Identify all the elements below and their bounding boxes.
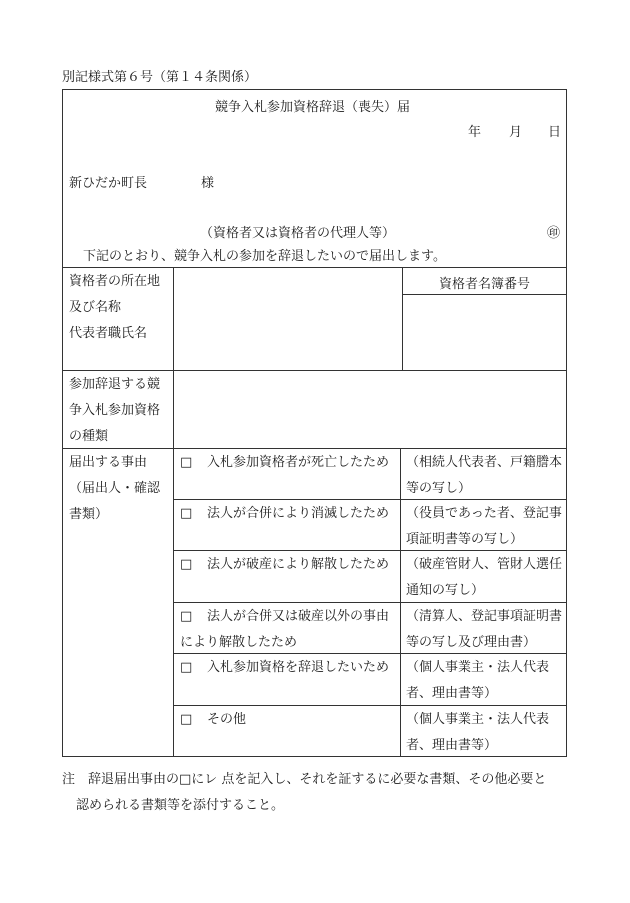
footnote-line: 注 辞退届出事由の□にレ 点を記入し、それを証するに必要な書類、その他必要と xyxy=(62,772,547,787)
doc-line: （役員であった者、登記事 xyxy=(406,506,562,521)
reason-documents xyxy=(406,604,562,656)
divider xyxy=(62,267,567,268)
doc-line: 者、理由書等） xyxy=(406,738,498,753)
reason-line: 入札参加資格者が死亡したため xyxy=(207,455,390,470)
reason-text xyxy=(207,707,246,733)
label-line: 争入札参加資格 xyxy=(69,403,161,418)
addressee-honorific: 様 xyxy=(201,176,215,191)
divider xyxy=(62,370,567,371)
reason-text xyxy=(207,552,389,578)
qualification-type-field[interactable] xyxy=(175,373,565,446)
doc-line: （個人事業主・法人代表 xyxy=(406,660,550,675)
reason-text xyxy=(207,501,389,527)
divider xyxy=(400,448,401,757)
registry-number-header: 資格者名簿番号 xyxy=(439,277,531,292)
divider xyxy=(173,267,174,757)
reason-checkbox[interactable]: □ xyxy=(180,660,193,675)
form-title: 競争入札参加資格辞退（喪失）届 xyxy=(215,100,411,115)
date-day-label: 日 xyxy=(548,125,562,140)
doc-line: （清算人、登記事項証明書 xyxy=(406,609,563,624)
label-line: 資格者の所在地 xyxy=(69,274,161,289)
reason-checkbox[interactable]: □ xyxy=(180,455,193,470)
reason-checkbox[interactable]: □ xyxy=(180,506,193,521)
label-line: 参加辞退する競 xyxy=(69,377,161,392)
seal-mark: ㊞ xyxy=(547,226,561,241)
reason-checkbox[interactable]: □ xyxy=(180,609,193,624)
reasons-row-label xyxy=(69,450,160,528)
reason-line: により解散したため xyxy=(180,635,298,650)
label-line: （届出人・確認 xyxy=(69,481,161,496)
qualification-row-label xyxy=(69,372,160,450)
doc-line: 等の写し及び理由書） xyxy=(406,635,537,650)
doc-line: 項証明書等の写し） xyxy=(406,532,524,547)
label-line: 書類） xyxy=(69,507,109,522)
statement: 下記のとおり、競争入札の参加を辞退したいので届出します。 xyxy=(83,249,446,264)
reason-documents xyxy=(406,707,549,759)
reason-documents xyxy=(406,655,549,707)
divider xyxy=(402,267,403,370)
doc-line: 通知の写し） xyxy=(406,583,485,598)
form-label: 別記様式第６号（第１４条関係） xyxy=(62,70,258,85)
footnote-line: 認められる書類等を添付すること。 xyxy=(76,798,285,813)
applicant-row-label xyxy=(69,269,160,347)
reason-documents xyxy=(406,450,562,502)
doc-line: （相続人代表者、戸籍謄本 xyxy=(406,455,563,470)
addressee: 新ひだか町長 xyxy=(69,176,148,191)
registry-number-field[interactable] xyxy=(404,296,565,368)
reason-line: その他 xyxy=(207,712,247,727)
reason-line: 入札参加資格を辞退したいため xyxy=(207,660,390,675)
applicant-label: （資格者又は資格者の代理人等） xyxy=(200,226,396,241)
doc-line: 者、理由書等） xyxy=(406,686,498,701)
label-line: 代表者職氏名 xyxy=(69,326,148,341)
footnote xyxy=(62,767,546,819)
doc-line: （個人事業主・法人代表 xyxy=(406,712,550,727)
reason-text xyxy=(207,655,389,681)
doc-line: （破産管財人、管財人選任 xyxy=(406,557,563,572)
date-month-label: 月 xyxy=(509,125,523,140)
reason-documents xyxy=(406,501,562,553)
reason-line: 法人が破産により解散したため xyxy=(207,557,390,572)
reason-documents xyxy=(406,552,562,604)
date-year-label: 年 xyxy=(468,125,482,140)
label-line: 届出する事由 xyxy=(69,455,148,470)
reason-text xyxy=(207,450,389,476)
reason-line: 法人が合併又は破産以外の事由 xyxy=(207,609,390,624)
label-line: 及び名称 xyxy=(69,300,122,315)
reason-checkbox[interactable]: □ xyxy=(180,557,193,572)
label-line: の種類 xyxy=(69,429,109,444)
reason-line: 法人が合併により消滅したため xyxy=(207,506,390,521)
applicant-name-field[interactable] xyxy=(175,270,400,368)
doc-line: 等の写し） xyxy=(406,481,472,496)
reason-checkbox[interactable]: □ xyxy=(180,712,193,727)
divider xyxy=(402,294,567,295)
reason-text xyxy=(180,604,389,656)
